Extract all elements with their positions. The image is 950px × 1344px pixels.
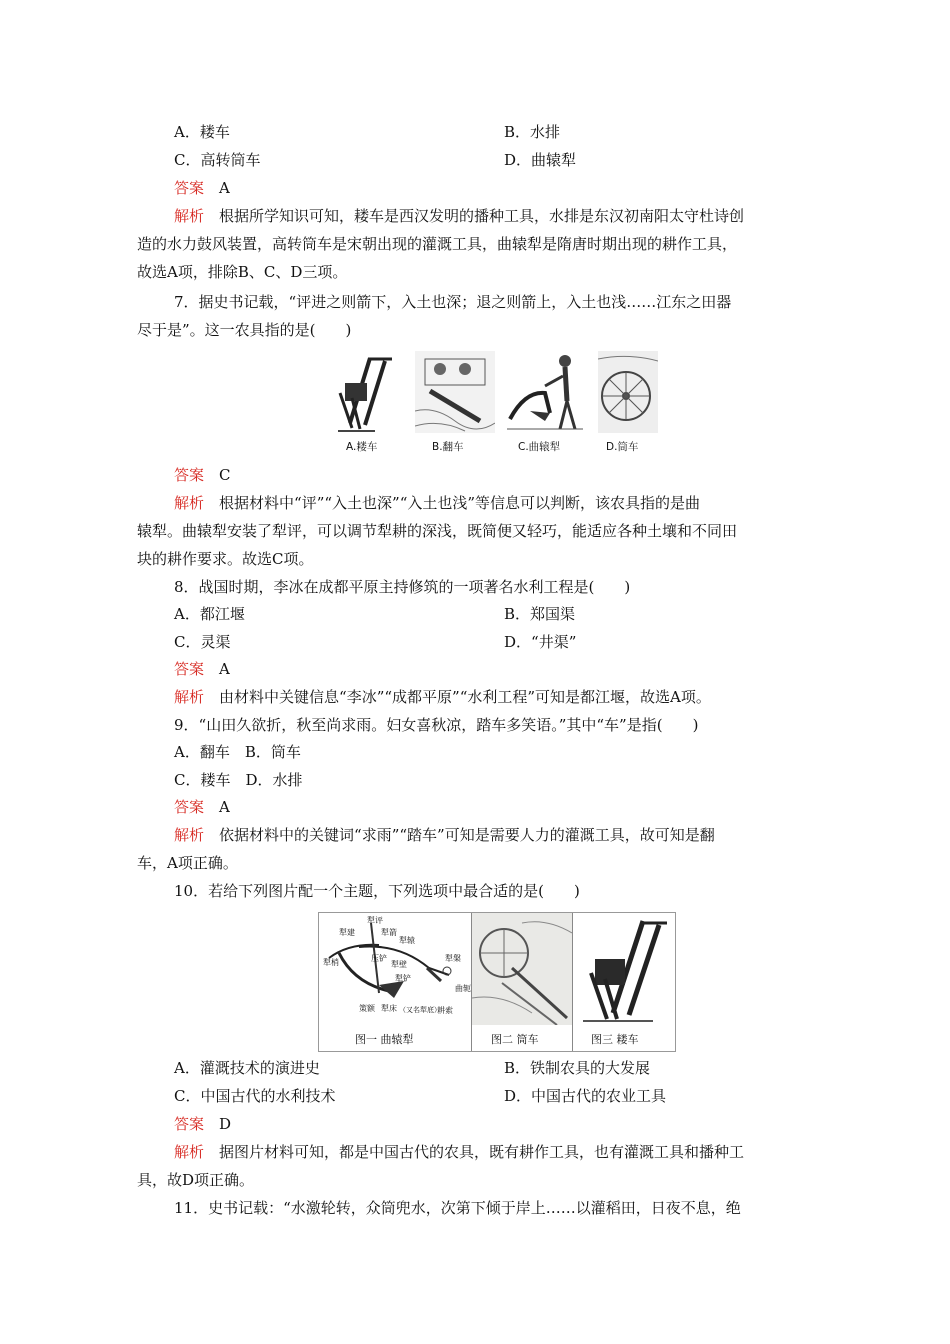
- q9-analysis-line2: 车，A项正确。: [137, 854, 238, 872]
- tube-waterwheel-illustration: [598, 351, 658, 433]
- figure-caption-2: 图二 筒车: [491, 1033, 539, 1046]
- q6-analysis-line1: [174, 206, 744, 226]
- part-label: 犁箭: [381, 928, 397, 937]
- answer-label: 答案: [174, 179, 205, 197]
- answer-label: 答案: [174, 660, 205, 678]
- q7-analysis-line3: 块的耕作要求。故选C项。: [137, 550, 314, 568]
- answer-value: C: [219, 466, 231, 484]
- q10-option-b: B．铁制农具的大发展: [504, 1059, 651, 1077]
- q9-stem: 9．“山田久欲折，秋至尚求雨。妇女喜秋凉，踏车多笑语。”其中“车”是指( ): [174, 716, 699, 734]
- part-label: 曲轭: [455, 984, 471, 993]
- figure-caption-3: 图三 耧车: [591, 1033, 639, 1046]
- answer-value: D: [219, 1115, 232, 1133]
- q10-figure: [318, 912, 676, 1052]
- part-label: 犁槃: [445, 954, 461, 963]
- part-label: 犁壁: [391, 960, 407, 969]
- q10-analysis-line2: 具，故D项正确。: [137, 1171, 255, 1189]
- q9-options-line2: C．耧车 D．水排: [174, 771, 303, 789]
- q6-analysis-line2: 造的水力鼓风装置，高转筒车是宋朝出现的灌溉工具，曲辕犁是隋唐时期出现的耕作工具，: [137, 235, 738, 253]
- part-label: 策额: [359, 1004, 375, 1013]
- q7-analysis-line2: 辕犁。曲辕犁安装了犁评，可以调节犁耕的深浅，既简便又轻巧，能适应各种土壤和不同田: [137, 522, 738, 540]
- part-label: 犁床: [381, 1004, 397, 1013]
- q8-analysis: [174, 687, 711, 707]
- analysis-label: 解析: [174, 494, 205, 512]
- q7-stem-line2: 尽于是”。这一农具指的是( ): [137, 321, 352, 339]
- part-label: 犁梢: [323, 958, 339, 967]
- figure-label-d: D.筒车: [606, 441, 639, 453]
- q6-answer: [174, 178, 230, 198]
- q8-option-c: C．灵渠: [174, 633, 231, 651]
- analysis-text: 根据所学知识可知，耧车是西汉发明的播种工具，水排是东汉初南阳太守杜诗创: [219, 207, 745, 225]
- q11-stem: 11．史书记载：“水激轮转，众筒兜水，次第下倾于岸上……以灌稻田，日夜不息，绝: [174, 1199, 741, 1217]
- analysis-text: 由材料中关键信息“李冰”“成都平原”“水利工程”可知是都江堰，故选A项。: [219, 688, 711, 706]
- part-label: 犁建: [339, 928, 355, 937]
- q10-answer: [174, 1114, 231, 1134]
- analysis-label: 解析: [174, 688, 205, 706]
- q8-option-a: A．都江堰: [174, 605, 245, 623]
- q10-option-a: A．灌溉技术的演进史: [174, 1059, 320, 1077]
- q6-analysis-line3: 故选A项，排除B、C、D三项。: [137, 263, 348, 281]
- figure-caption-1: 图一 曲辕犁: [355, 1033, 414, 1046]
- q9-answer: [174, 797, 230, 817]
- answer-label: 答案: [174, 798, 205, 816]
- figure-label-c: C.曲辕犁: [518, 441, 561, 453]
- analysis-text: 依据材料中的关键词“求雨”“踏车”可知是需要人力的灌溉工具，故可知是翻: [219, 826, 715, 844]
- analysis-text: 据图片材料可知，都是中国古代的农具，既有耕作工具，也有灌溉工具和播种工: [219, 1143, 745, 1161]
- q6-option-d: D．曲辕犁: [504, 151, 577, 169]
- q10-option-d: D．中国古代的农业工具: [504, 1087, 667, 1105]
- q8-stem: 8．战国时期，李冰在成都平原主持修筑的一项著名水利工程是( ): [174, 578, 631, 596]
- tube-waterwheel-painting: [472, 913, 572, 1025]
- q9-options-line1: A．翻车 B．筒车: [174, 743, 301, 761]
- answer-value: A: [219, 179, 230, 197]
- answer-label: 答案: [174, 466, 205, 484]
- answer-value: A: [219, 660, 230, 678]
- square-pallet-chain-pump-illustration: [415, 351, 495, 433]
- curved-shaft-plow-illustration: [505, 351, 585, 433]
- figure-label-b: B.翻车: [432, 441, 464, 453]
- q7-answer: [174, 465, 231, 485]
- analysis-text: 根据材料中“评”“入土也深”“入土也浅”等信息可以判断，该农具指的是曲: [219, 494, 701, 512]
- q8-option-b: B．郑国渠: [504, 605, 576, 623]
- part-label: （又名犁底）: [399, 1006, 441, 1014]
- q7-analysis-line1: [174, 493, 700, 513]
- analysis-label: 解析: [174, 207, 205, 225]
- q7-figure: [330, 345, 660, 460]
- q8-option-d: D．“井渠”: [504, 633, 577, 651]
- analysis-label: 解析: [174, 1143, 205, 1161]
- q7-stem-line1: 7．据史书记载，“评进之则箭下，入土也深；退之则箭上，入土也浅……江东之田器: [174, 293, 732, 311]
- figure-label-a: A.耧车: [346, 441, 378, 453]
- part-label: 犁铲: [395, 974, 411, 983]
- q6-option-a: A．耧车: [174, 123, 230, 141]
- analysis-label: 解析: [174, 826, 205, 844]
- part-label: 耕索: [437, 1006, 453, 1015]
- part-label: 犁辕: [399, 936, 415, 945]
- answer-label: 答案: [174, 1115, 205, 1133]
- q10-stem: 10．若给下列图片配一个主题，下列选项中最合适的是( ): [174, 882, 580, 900]
- q9-analysis-line1: [174, 825, 715, 845]
- q10-analysis-line1: [174, 1142, 744, 1162]
- part-label: 犁评: [367, 916, 383, 925]
- q6-option-c: C．高转筒车: [174, 151, 261, 169]
- q8-answer: [174, 659, 230, 679]
- q6-option-b: B．水排: [504, 123, 561, 141]
- seed-drill-painting: [573, 913, 673, 1025]
- seed-drill-illustration: [330, 353, 400, 433]
- q10-option-c: C．中国古代的水利技术: [174, 1087, 336, 1105]
- answer-value: A: [219, 798, 230, 816]
- part-label: 压铲: [371, 954, 387, 963]
